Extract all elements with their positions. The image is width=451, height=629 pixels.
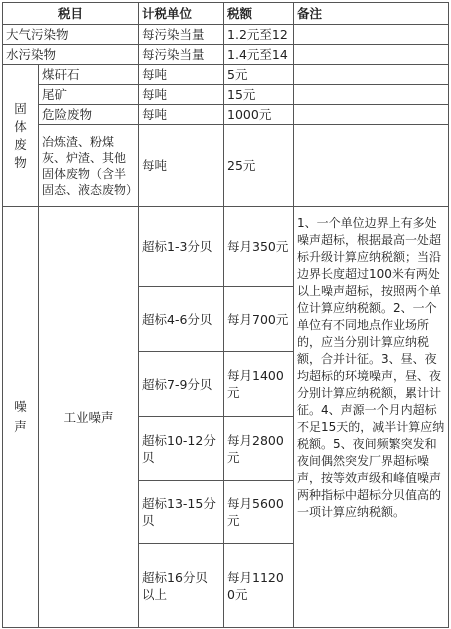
solid-category-cell bbox=[3, 65, 39, 207]
table-row bbox=[3, 85, 449, 105]
noise-category-label: 噪声 bbox=[14, 399, 27, 434]
item-cell: 冶炼渣、粉煤灰、炉渣、其他固体废物（含半固态、液态废物） bbox=[39, 125, 139, 207]
unit-cell: 每污染当量 bbox=[139, 45, 224, 65]
amount-cell: 每月5600元 bbox=[224, 481, 294, 544]
table-row bbox=[3, 45, 449, 65]
level-cell: 超标10-12分贝 bbox=[139, 417, 224, 481]
table-row bbox=[3, 105, 449, 125]
tax-table bbox=[2, 2, 449, 628]
amount-cell: 15元 bbox=[224, 85, 294, 105]
unit-cell: 每吨 bbox=[139, 85, 224, 105]
unit-cell: 每污染当量 bbox=[139, 25, 224, 45]
table-row bbox=[3, 25, 449, 45]
amount-cell: 25元 bbox=[224, 125, 294, 207]
level-cell: 超标4-6分贝 bbox=[139, 287, 224, 352]
remark-cell bbox=[294, 85, 449, 105]
noise-sub-cell: 工业噪声 bbox=[39, 207, 139, 628]
item-cell: 尾矿 bbox=[39, 85, 139, 105]
amount-cell: 每月2800元 bbox=[224, 417, 294, 481]
level-cell: 超标13-15分贝 bbox=[139, 481, 224, 544]
item-cell: 危险废物 bbox=[39, 105, 139, 125]
level-cell: 超标1-3分贝 bbox=[139, 207, 224, 287]
item-cell: 煤矸石 bbox=[39, 65, 139, 85]
header-unit: 计税单位 bbox=[139, 3, 224, 25]
table-row bbox=[3, 65, 449, 85]
remark-cell bbox=[294, 105, 449, 125]
noise-category-cell bbox=[3, 207, 39, 628]
amount-cell: 每月350元 bbox=[224, 207, 294, 287]
header-item: 税目 bbox=[3, 3, 139, 25]
remark-cell bbox=[294, 45, 449, 65]
amount-cell: 每月11200元 bbox=[224, 544, 294, 628]
noise-note-cell: 1、一个单位边界上有多处噪声超标，根据最高一处超标升级计算应纳税额；当沿边界长度超过100米有两处以上噪声超标，按照两个单位计算应纳税额。2、一个单位有不同地点作业场所的，应当分别计算应纳税额，合并计征。3、昼、夜均超标的环境噪声，昼、夜分别计算应纳税额，累计计征。4、声源一个月内超标不足15天的，减半计算应纳税额。5、夜间频繁突发和夜间偶然突发厂界超标噪声，按等效声级和峰值噪声两种指标中超标分贝值高的一项计算应纳税额。 bbox=[294, 207, 449, 628]
header-amount: 税额 bbox=[224, 3, 294, 25]
remark-cell bbox=[294, 125, 449, 207]
amount-cell: 每月700元 bbox=[224, 287, 294, 352]
unit-cell: 每吨 bbox=[139, 105, 224, 125]
amount-cell: 1.4元至14 bbox=[224, 45, 294, 65]
solid-category-label: 固体废物 bbox=[14, 100, 27, 170]
level-cell: 超标7-9分贝 bbox=[139, 352, 224, 417]
item-cell: 水污染物 bbox=[3, 45, 139, 65]
unit-cell: 每吨 bbox=[139, 65, 224, 85]
table-row bbox=[3, 207, 449, 287]
header-row bbox=[3, 3, 449, 25]
amount-cell: 5元 bbox=[224, 65, 294, 85]
remark-cell bbox=[294, 25, 449, 45]
remark-cell bbox=[294, 65, 449, 85]
amount-cell: 1000元 bbox=[224, 105, 294, 125]
table-row bbox=[3, 125, 449, 207]
level-cell: 超标16分贝以上 bbox=[139, 544, 224, 628]
unit-cell: 每吨 bbox=[139, 125, 224, 207]
header-remark: 备注 bbox=[294, 3, 449, 25]
amount-cell: 每月1400元 bbox=[224, 352, 294, 417]
amount-cell: 1.2元至12 bbox=[224, 25, 294, 45]
item-cell: 大气污染物 bbox=[3, 25, 139, 45]
